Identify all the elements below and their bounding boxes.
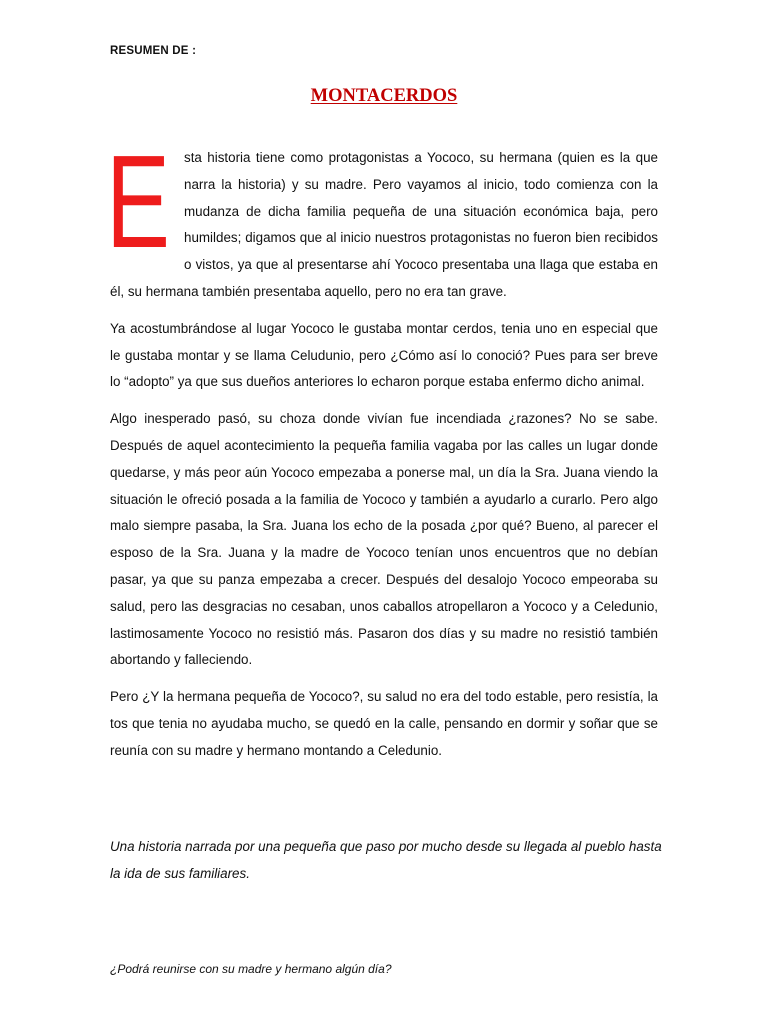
dropcap-text: E [106, 128, 170, 275]
closing-note: Una historia narrada por una pequeña que paso por mucho desde su llegada al pueblo hasta la ida de sus familiares. [110, 839, 662, 881]
paragraph-4: Pero ¿Y la hermana pequeña de Yococo?, su salud no era del todo estable, pero resistía, la tos que tenia no ayudaba mucho, se quedó en la calle, pensando en dormir y soñar que se reunía con su madre y hermano montando a Celedunio. [110, 689, 658, 758]
document-title: MONTACERDOS [310, 86, 458, 106]
paragraph-2: Ya acostumbrándose al lugar Yococo le gustaba montar cerdos, tenia uno en especial que le gustaba montar y se llama Celudunio, pero ¿Cómo así lo conoció? Pues para ser breve lo “adopto” ya que sus dueños anteriores lo echaron porque estaba enfermo dicho animal. [110, 320, 658, 390]
paragraph-1: sta historia tiene como protagonistas a Yococo, su hermana (quien es la que narra la historia) y su madre. Pero vayamos al inicio, todo comienza con la mudanza de dicha familia pequeña de una situación económica baja, pero humildes; digamos que al inicio nuestros protagonistas no fueron bien recibidos o vistos, ya que al presentarse ahí Yococo presentaba una llaga que estaba en él, su hermana también presentaba aquello, pero no era tan grave. [110, 150, 658, 299]
paragraph-3: Algo inesperado pasó, su choza donde vivían fue incendiada ¿razones? No se sabe. Después de aquel acontecimiento la pequeña familia vagaba por las calles un lugar donde quedarse, y más peor aún Yococo empezaba a ponerse mal, un día la Sra. Juana viendo la situación le ofreció posada a la familia de Yococo y también a ayudarlo a curarlo. Pero algo malo siempre pasaba, la Sra. Juana los echo de la posada ¿por qué? Bueno, al parecer el esposo de la Sra. Juana y la madre de Yococo tenían unos encuentros que no debían pasar, ya que su panza empezaba a crecer. Después del desalojo Yococo empeoraba su salud, pero las desgracias no cesaban, unos caballos atropellaron a Yococo y a Celedunio, lastimosamente Yococo no resistió más. Pasaron dos días y su madre no resistió también abortando y falleciendo. [110, 411, 658, 668]
header-label: RESUMEN DE : [110, 45, 197, 57]
dropcap-glyph [106, 128, 170, 275]
document-body [106, 128, 658, 775]
dropcap-letter [106, 128, 170, 275]
footer-question: ¿Podrá reunirse con su madre y hermano algún día? [110, 962, 392, 976]
